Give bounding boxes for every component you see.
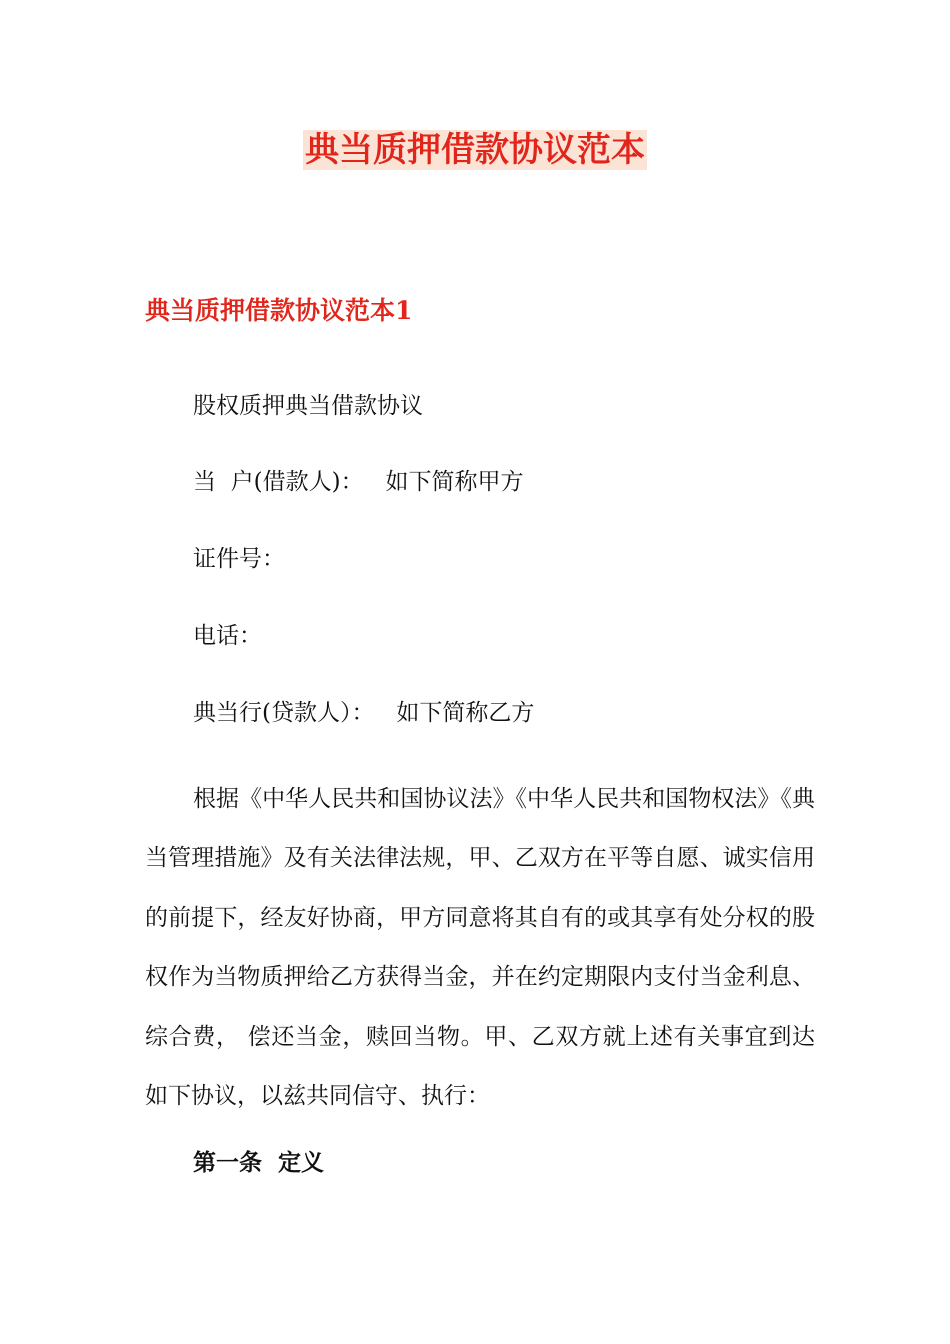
document-title-text: 典当质押借款协议范本 [305,130,645,170]
lender-line: 典当行(贷款人）： 如下简称乙方 [193,700,535,726]
section-heading: 典当质押借款协议范本1 [145,296,413,325]
borrower-line: 当 户(借款人)： 如下简称甲方 [193,469,524,495]
document-title [0,126,950,174]
agreement-name-line: 股权质押典当借款协议 [193,393,423,419]
preamble-paragraph: 根据《中华人民共和国协议法》《中华人民共和国物权法》《典当管理措施》及有关法律法规，甲、乙双方在平等自愿、诚实信用的前提下，经友好协商，甲方同意将其自有的或其享有处分权的股权作为当物质押给乙方获得当金，并在约定期限内支付当金利息、 综合费， 偿还当金，赎回当物。甲、乙双方就上述有关事宜到达如下协议，以兹共同信守、执行： [145,786,815,1110]
phone-line: 电话： [193,623,262,649]
article-one-heading: 第一条 定义 [193,1149,325,1176]
id-number-line: 证件号： [193,546,285,572]
